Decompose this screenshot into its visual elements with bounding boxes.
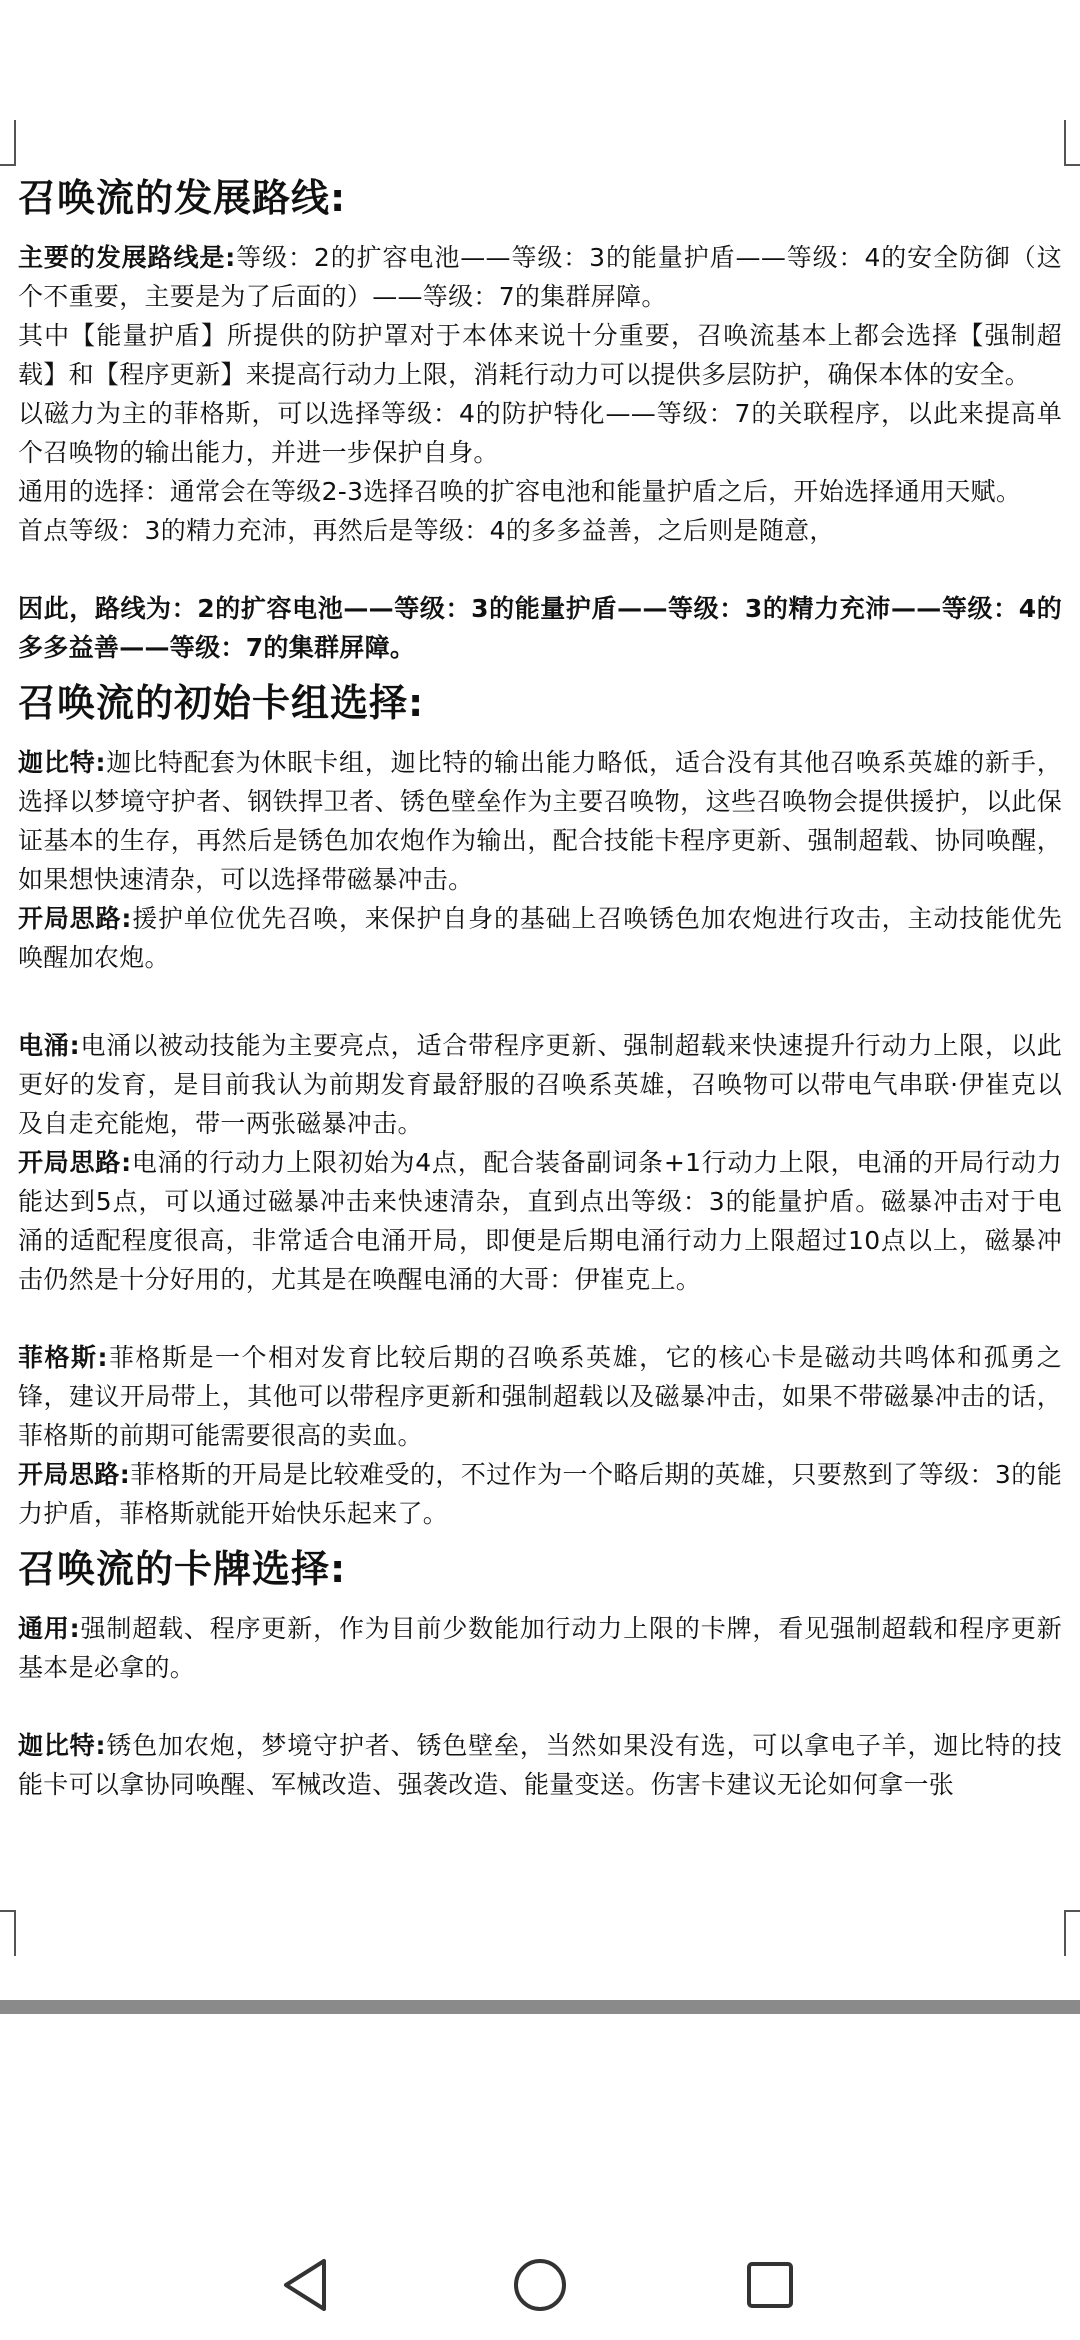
paragraph-lead: 迦比特: — [18, 748, 106, 777]
paragraph-text: 援护单位优先召唤，来保护自身的基础上召唤锈色加农炮进行攻击，主动技能优先唤醒加农炮。 — [18, 904, 1062, 972]
paragraph-text: 其中【能量护盾】所提供的防护罩对于本体来说十分重要，召唤流基本上都会选择【强制超载】和【程序更新】来提高行动力上限，消耗行动力可以提供多层防护，确保本体的安全。 — [18, 321, 1062, 389]
paragraph-text: 等级：2的扩容电池——等级：3的能量护盾——等级：4的安全防御（这个不重要，主要是为了后面的）——等级：7的集群屏障。 — [18, 243, 1062, 311]
paragraph — [18, 1338, 1062, 1455]
recent-apps-button[interactable] — [735, 2250, 805, 2320]
paragraph — [18, 472, 1062, 511]
paragraph-lead: 迦比特: — [18, 1731, 106, 1760]
section-title: 召唤流的卡牌选择: — [18, 1547, 347, 1591]
blank-line — [18, 1016, 1062, 1026]
paragraph-lead: 菲格斯: — [18, 1343, 108, 1372]
paragraph-text: 电涌的行动力上限初始为4点，配合装备副词条+1行动力上限，电涌的开局行动力能达到5点，可以通过磁暴冲击来快速清杂，直到点出等级：3的能量护盾。磁暴冲击对于电涌的适配程度很高，非常适合电涌开局，即便是后期电涌行动力上限超过10点以上，磁暴冲击仍然是十分好用的，尤其是在唤醒电涌的大哥：伊崔克上。 — [18, 1148, 1062, 1294]
paragraph — [18, 394, 1062, 472]
paragraph-lead: 主要的发展路线是: — [18, 243, 236, 272]
section-title: 召唤流的发展路线: — [18, 176, 347, 220]
paragraph-lead: 电涌: — [18, 1031, 80, 1060]
paragraph-text: 通用的选择：通常会在等级2-3选择召唤的扩容电池和能量护盾之后，开始选择通用天赋。 — [18, 477, 1022, 506]
recent-square-icon — [745, 2260, 795, 2310]
page-corner-mark — [0, 120, 16, 166]
home-button[interactable] — [505, 2250, 575, 2320]
paragraph — [18, 1455, 1062, 1533]
blank-line — [18, 1687, 1062, 1726]
paragraph-lead: 开局思路: — [18, 1460, 131, 1489]
paragraph-text: 以磁力为主的菲格斯，可以选择等级：4的防护特化——等级：7的关联程序，以此来提高单个召唤物的输出能力，并进一步保护自身。 — [18, 399, 1062, 467]
page-corner-mark — [1064, 1910, 1080, 1956]
system-navigation-bar — [0, 2190, 1080, 2340]
page-divider — [0, 2000, 1080, 2014]
route-summary: 因此，路线为：2的扩容电池——等级：3的能量护盾——等级：3的精力充沛——等级：4的多多益善——等级：7的集群屏障。 — [18, 594, 1062, 662]
document-content — [18, 172, 1062, 1804]
paragraph-lead: 开局思路: — [18, 1148, 132, 1177]
paragraph — [18, 316, 1062, 394]
paragraph — [18, 743, 1062, 899]
paragraph — [18, 899, 1062, 977]
paragraph-text: 首点等级：3的精力充沛，再然后是等级：4的多多益善，之后则是随意， — [18, 516, 835, 545]
paragraph-text: 锈色加农炮，梦境守护者、锈色壁垒，当然如果没有选，可以拿电子羊，迦比特的技能卡可以拿协同唤醒、军械改造、强袭改造、能量变送。伤害卡建议无论如何拿一张 — [18, 1731, 1062, 1799]
paragraph — [18, 1026, 1062, 1143]
paragraph-text: 菲格斯是一个相对发育比较后期的召唤系英雄，它的核心卡是磁动共鸣体和孤勇之锋，建议开局带上，其他可以带程序更新和强制超载以及磁暴冲击，如果不带磁暴冲击的话，菲格斯的前期可能需要很高的卖血。 — [18, 1343, 1062, 1450]
paragraph-lead: 通用: — [18, 1614, 80, 1643]
back-triangle-icon — [280, 2257, 330, 2313]
paragraph — [18, 238, 1062, 316]
paragraph — [18, 1609, 1062, 1687]
paragraph-text: 强制超载、程序更新，作为目前少数能加行动力上限的卡牌，看见强制超载和程序更新基本是必拿的。 — [18, 1614, 1062, 1682]
page-corner-mark — [1064, 120, 1080, 166]
back-button[interactable] — [270, 2250, 340, 2320]
paragraph-text: 菲格斯的开局是比较难受的，不过作为一个略后期的英雄，只要熬到了等级：3的能力护盾，菲格斯就能开始快乐起来了。 — [18, 1460, 1063, 1528]
home-circle-icon — [512, 2257, 568, 2313]
blank-line — [18, 550, 1062, 589]
paragraph-text: 迦比特配套为休眠卡组，迦比特的输出能力略低，适合没有其他召唤系英雄的新手，选择以梦境守护者、钢铁捍卫者、锈色壁垒作为主要召唤物，这些召唤物会提供援护，以此保证基本的生存，再然后是锈色加农炮作为输出，配合技能卡程序更新、强制超载、协同唤醒，如果想快速清杂，可以选择带磁暴冲击。 — [18, 748, 1062, 894]
section-title: 召唤流的初始卡组选择: — [18, 681, 425, 725]
blank-line — [18, 667, 1062, 677]
paragraph-lead: 开局思路: — [18, 904, 132, 933]
paragraph — [18, 1143, 1062, 1299]
paragraph-text: 电涌以被动技能为主要亮点，适合带程序更新、强制超载来快速提升行动力上限，以此更好的发育，是目前我认为前期发育最舒服的召唤系英雄，召唤物可以带电气串联·伊崔克以及自走充能炮，带一两张磁暴冲击。 — [18, 1031, 1062, 1138]
paragraph — [18, 1726, 1062, 1804]
blank-line — [18, 1533, 1062, 1543]
blank-line — [18, 1299, 1062, 1338]
page-corner-mark — [0, 1910, 16, 1956]
paragraph — [18, 511, 1062, 550]
blank-line — [18, 977, 1062, 1016]
